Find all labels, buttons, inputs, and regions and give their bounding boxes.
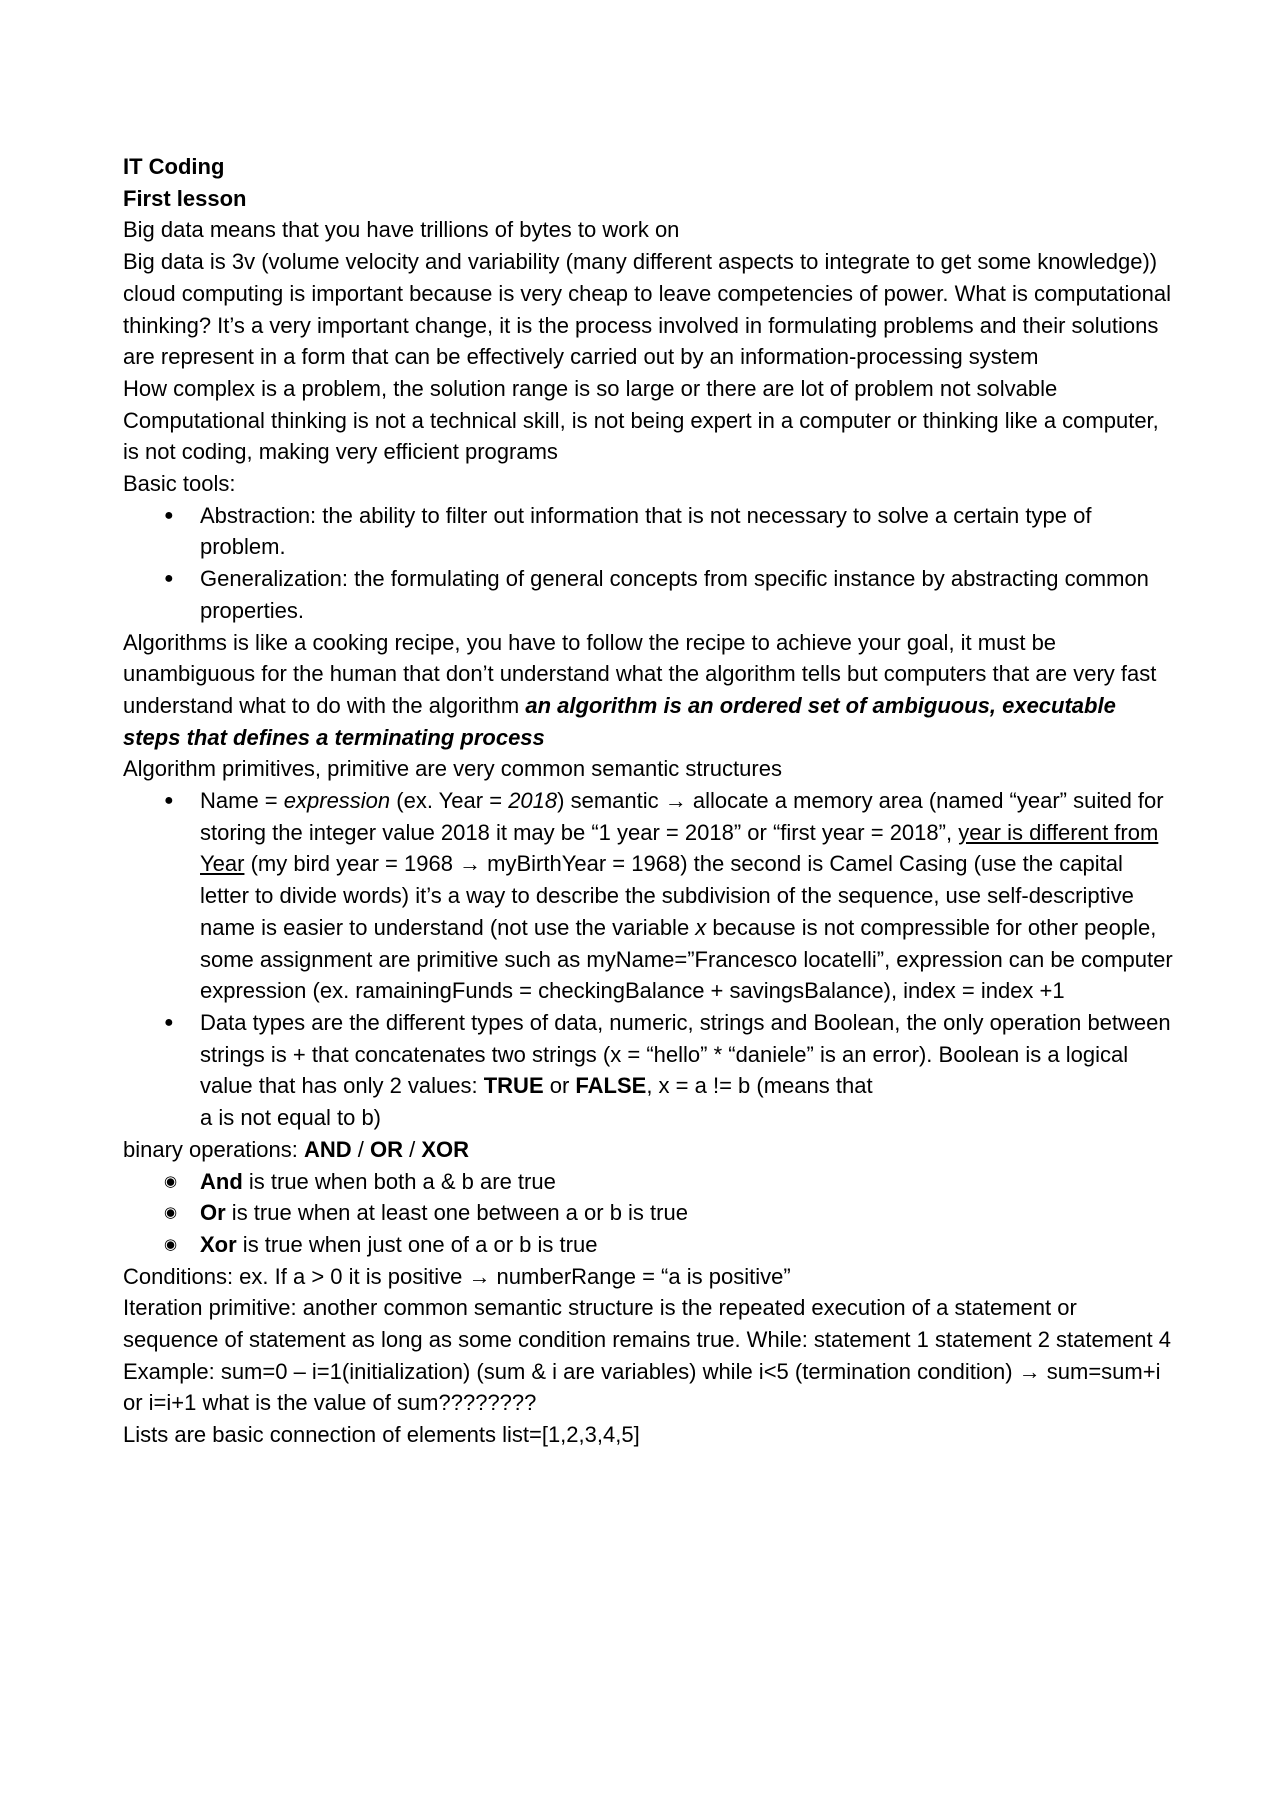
- bullet-icon: [164, 1166, 177, 1198]
- text-run: is true when just one of a or b is true: [236, 1231, 598, 1257]
- data-types-text: [200, 1010, 1171, 1130]
- basic-tools-list: [123, 500, 1173, 627]
- primitives-intro: Algorithm primitives, primitive are very common semantic structures: [123, 756, 782, 782]
- text-run: Or: [200, 1200, 226, 1226]
- document-page: [123, 151, 1173, 1451]
- paragraph: Big data means that you have trillions of bytes to work on: [123, 217, 680, 243]
- algorithms-text: Algorithms is like a cooking recipe, you have to follow the recipe to achieve your goal, it must be unambiguous for the human that don’t understand what the algorithm tells but computers that are very fast understand what to do with the algorithm: [123, 629, 1157, 718]
- text-run: a is not equal to b): [200, 1105, 382, 1131]
- list-item: [123, 1007, 1173, 1134]
- bullet-icon: [164, 1007, 174, 1039]
- text-run: is true when at least one between a or b is true: [225, 1200, 688, 1226]
- text-run: year is different from Year: [200, 819, 1159, 877]
- list-item: [123, 1197, 1173, 1229]
- algorithms-paragraph: [123, 627, 1173, 754]
- text-run: is true when both a & b are true: [242, 1168, 556, 1194]
- text-run: (ex. Year =: [390, 788, 509, 814]
- example-paragraph: Example: sum=0 – i=1(initialization) (sum & i are variables) while i<5 (termination condition) → sum=sum+i or i=i+1 what is the value of sum????????: [123, 1358, 1161, 1416]
- text-run: /: [403, 1136, 422, 1162]
- binary-operations-list: [123, 1166, 1173, 1261]
- text-run: /: [351, 1136, 371, 1162]
- text-run: TRUE: [483, 1073, 544, 1099]
- list-item: [123, 1166, 1173, 1198]
- bullet-icon: [164, 1197, 177, 1229]
- paragraph: Big data is 3v (volume velocity and variability (many different aspects to integrate to get some knowledge)) cloud computing is important because is very cheap to leave competencies of power. What is computational thinking? It’s a very important change, it is the process involved in formulating problems and their solutions are represent in a form that can be effectively carried out by an information-processing system: [123, 249, 1171, 370]
- conditions-paragraph: Conditions: ex. If a > 0 it is positive → numberRange = “a is positive”: [123, 1263, 791, 1289]
- lists-paragraph: Lists are basic connection of elements list=[1,2,3,4,5]: [123, 1422, 640, 1448]
- paragraph: How complex is a problem, the solution range is so large or there are lot of problem not solvable: [123, 375, 1058, 401]
- algorithm-definition: an algorithm is an ordered set of ambiguous, executable steps that defines a terminating process: [123, 692, 1116, 750]
- text-run: because is not compressible for other people, some assignment are primitive such as myName=”Francesco locatelli”, expression can be computer expression (ex. ramainingFunds = checkingBalance + savingsBalance), index = index +1: [200, 914, 1173, 1004]
- bullet-icon: [164, 563, 174, 595]
- list-item: [123, 1229, 1173, 1261]
- list-item-text: Abstraction: the ability to filter out information that is not necessary to solve a certain type of problem.: [200, 502, 1092, 560]
- list-item-text: Generalization: the formulating of general concepts from specific instance by abstracting common properties.: [200, 566, 1149, 623]
- basic-tools-heading: Basic tools:: [123, 471, 236, 497]
- bullet-icon: [164, 1229, 177, 1261]
- bullet-icon: [164, 500, 174, 532]
- text-run: AND: [304, 1136, 352, 1162]
- text-run: , x = a != b (means that: [646, 1073, 873, 1099]
- text-run: binary operations:: [123, 1136, 304, 1162]
- text-run: Data types are the different types of data, numeric, strings and Boolean, the only operation between strings is + that concatenates two strings (x = “hello” * “daniele” is an error). Boolean is a logical value that has only 2 values:: [200, 1009, 1171, 1099]
- text-run: XOR: [421, 1136, 470, 1162]
- text-run: Xor: [200, 1231, 237, 1257]
- list-item: [123, 500, 1173, 563]
- list-item: [123, 785, 1173, 1007]
- lesson-heading: First lesson: [123, 185, 247, 211]
- text-run: OR: [370, 1136, 404, 1162]
- text-run: And: [200, 1168, 243, 1194]
- text-run: 2018: [508, 788, 558, 814]
- document-title: IT Coding: [123, 154, 225, 179]
- text-run: x: [695, 914, 707, 940]
- text-run: Name =: [200, 788, 284, 814]
- text-run: or: [543, 1073, 576, 1099]
- text-run: ) semantic → allocate a memory area (named “year” suited for storing the integer value 2018 it may be “1 year = 2018” or “first year = 2018”,: [200, 788, 1164, 845]
- binary-operations-heading: [123, 1134, 1173, 1166]
- paragraph: Computational thinking is not a technical skill, is not being expert in a computer or thinking like a computer, is not coding, making very efficient programs: [123, 407, 1159, 465]
- primitives-list: [123, 785, 1173, 1134]
- bullet-icon: [164, 785, 174, 817]
- text-run: expression: [283, 788, 391, 814]
- list-item: [123, 563, 1173, 626]
- text-run: (my bird year = 1968 → myBirthYear = 1968) the second is Camel Casing (use the capital letter to divide words) it’s a way to describe the subdivision of the sequence, use self-descriptive name is easier to understand (not use the variable: [200, 851, 1134, 940]
- iteration-paragraph: Iteration primitive: another common semantic structure is the repeated execution of a statement or sequence of statement as long as some condition remains true. While: statement 1 statement 2 statement 4: [123, 1295, 1171, 1353]
- text-run: FALSE: [575, 1073, 647, 1099]
- name-item-text: [200, 788, 1173, 1003]
